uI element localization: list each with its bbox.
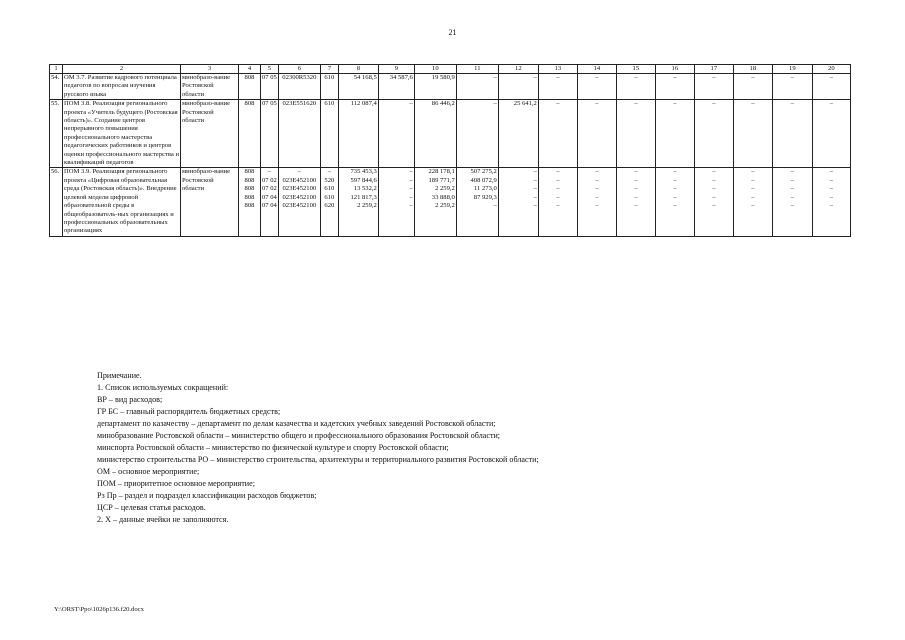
value-cell: [498, 100, 538, 168]
cell-line: –: [493, 74, 497, 81]
column-header: 10: [414, 65, 456, 74]
value-cell: [338, 168, 378, 236]
cell-line: –: [267, 168, 272, 176]
note-line: Примечание.: [97, 371, 142, 380]
value-cell: [577, 168, 616, 236]
cell-line: –: [790, 74, 794, 81]
notes-section: [97, 370, 539, 526]
column-header: 6: [278, 65, 320, 74]
cell-line: –: [533, 168, 537, 176]
note-line: департамент по казачеству – департамент по делам казачества и кадетских учебных заведений Ростовской области;: [97, 419, 496, 428]
cell-line: –: [556, 176, 560, 184]
cell-line: 112 087,4: [350, 100, 377, 108]
cell-line: 189 771,7: [428, 176, 455, 184]
cell-line: 023E452100: [282, 176, 317, 184]
header-row: [50, 65, 851, 74]
value-cell: [261, 100, 279, 168]
cell-line: –: [595, 202, 599, 210]
cell-line: 808: [244, 185, 255, 193]
cell-line: –: [634, 176, 638, 184]
value-cell: [320, 100, 338, 168]
cell-line: 33 888,0: [431, 193, 455, 201]
cell-line: –: [409, 193, 413, 201]
column-header: 9: [378, 65, 414, 74]
cell-line: –: [673, 202, 677, 210]
value-cell: [261, 168, 279, 236]
row-number: 55.: [50, 100, 63, 168]
value-cell: [239, 74, 261, 100]
cell-line: 610: [324, 193, 335, 201]
value-cell: [538, 74, 577, 100]
cell-line: –: [751, 100, 755, 108]
value-cell: [278, 168, 320, 236]
value-cell: [655, 74, 694, 100]
value-cell: [278, 74, 320, 100]
cell-line: 520: [324, 176, 335, 184]
budget-table: [49, 64, 851, 237]
cell-line: –: [712, 100, 716, 108]
cell-line: –: [409, 202, 413, 210]
cell-line: 34 587,6: [389, 74, 413, 81]
cell-line: 2 259,2: [435, 185, 455, 193]
value-cell: [733, 168, 772, 236]
cell-line: –: [790, 168, 794, 176]
value-cell: [694, 74, 733, 100]
column-header: 5: [261, 65, 279, 74]
cell-line: 2 259,2: [357, 202, 377, 210]
cell-line: –: [829, 100, 833, 108]
cell-line: 07 05: [262, 74, 277, 81]
cell-line: –: [556, 193, 560, 201]
note-line: минобразование Ростовской области – министерство общего и профессионального образования Ростовской области;: [97, 431, 501, 440]
cell-line: 597 844,6: [350, 176, 377, 184]
column-header: 7: [320, 65, 338, 74]
value-cell: [378, 100, 414, 168]
table-row: [50, 100, 851, 168]
cell-line: –: [673, 168, 677, 176]
cell-line: –: [790, 100, 794, 108]
cell-line: –: [595, 176, 599, 184]
footer-file-path: Y:\ORST\Ppo\1026p136.f20.docx: [54, 606, 144, 613]
cell-line: –: [790, 185, 794, 193]
cell-line: –: [634, 100, 638, 108]
value-cell: [320, 168, 338, 236]
cell-line: 808: [244, 176, 255, 184]
table-row: [50, 168, 851, 236]
cell-line: –: [829, 168, 833, 176]
page-number: 21: [448, 28, 457, 37]
cell-line: 87 929,3: [473, 193, 497, 201]
cell-line: –: [751, 176, 755, 184]
cell-line: –: [297, 168, 301, 176]
cell-line: –: [790, 193, 794, 201]
value-cell: [616, 168, 655, 236]
cell-line: 121 817,3: [350, 193, 377, 201]
value-cell: [577, 100, 616, 168]
note-line: ЦСР – целевая статья расходов.: [97, 503, 206, 512]
note-line: минспорта Ростовской области – министерство по физической культуре и спорту Ростовской области;: [97, 443, 449, 452]
row-number: 54.: [50, 74, 63, 100]
value-cell: [694, 168, 733, 236]
value-cell: [655, 100, 694, 168]
cell-line: –: [634, 185, 638, 193]
cell-line: 07 04: [262, 193, 277, 201]
cell-line: 620: [324, 202, 335, 210]
cell-line: –: [829, 193, 833, 201]
cell-line: –: [533, 74, 537, 81]
cell-line: 13 532,2: [353, 185, 377, 193]
cell-line: 86 446,2: [431, 100, 455, 108]
value-cell: [239, 168, 261, 236]
value-cell: [498, 168, 538, 236]
cell-line: –: [634, 202, 638, 210]
cell-line: –: [533, 193, 537, 201]
cell-line: –: [712, 202, 716, 210]
cell-line: –: [595, 168, 599, 176]
value-cell: [456, 100, 498, 168]
value-cell: [538, 100, 577, 168]
cell-line: –: [751, 193, 755, 201]
cell-line: –: [712, 185, 716, 193]
value-cell: [456, 168, 498, 236]
value-cell: [577, 74, 616, 100]
cell-line: 610: [324, 74, 335, 81]
column-header: 14: [577, 65, 616, 74]
cell-line: –: [556, 168, 560, 176]
cell-line: –: [533, 202, 537, 210]
cell-line: 228 178,1: [428, 168, 455, 176]
value-cell: [414, 100, 456, 168]
cell-line: 07 04: [262, 202, 277, 210]
value-cell: [812, 168, 850, 236]
note-line: Рз Пр – раздел и подраздел классификации расходов бюджетов;: [97, 491, 317, 500]
cell-line: 808: [244, 100, 255, 108]
column-header: 15: [616, 65, 655, 74]
cell-line: –: [751, 168, 755, 176]
cell-line: –: [533, 176, 537, 184]
cell-line: 610: [324, 100, 335, 108]
cell-line: –: [595, 185, 599, 193]
cell-line: –: [595, 100, 599, 108]
cell-line: –: [556, 202, 560, 210]
value-cell: [414, 168, 456, 236]
column-header: 13: [538, 65, 577, 74]
activity-name: ОМ 3.7. Развитие кадрового потенциала педагогов по вопросам изучения русского языка: [63, 74, 181, 100]
cell-line: 25 641,2: [513, 100, 537, 108]
cell-line: 11 273,0: [474, 185, 497, 193]
cell-line: 02300R5320: [282, 74, 317, 81]
cell-line: 808: [244, 74, 255, 81]
column-header: 11: [456, 65, 498, 74]
column-header: 2: [63, 65, 181, 74]
cell-line: –: [409, 168, 413, 176]
cell-line: –: [790, 202, 794, 210]
cell-line: –: [673, 100, 677, 108]
activity-name: ПОМ 3.8. Реализация регионального проекта «Учитель будущего (Ростовская область)». Создание центров непрерывного повышения профессионального мастерства педагогических работников и центров оценки профессионального мастерства и квалификаций педагогов: [64, 100, 179, 167]
note-line: 2. Х – данные ячейки не заполняются.: [97, 515, 229, 524]
value-cell: [414, 74, 456, 100]
cell-line: –: [712, 168, 716, 176]
value-cell: [616, 74, 655, 100]
cell-line: –: [595, 74, 599, 81]
cell-line: –: [409, 176, 413, 184]
note-line: 1. Список используемых сокращений:: [97, 383, 229, 392]
column-header: 12: [498, 65, 538, 74]
cell-line: 507 275,2: [470, 168, 497, 176]
cell-line: 735 453,3: [350, 168, 377, 176]
cell-line: –: [673, 193, 677, 201]
value-cell: [338, 74, 378, 100]
value-cell: [261, 74, 279, 100]
value-cell: [320, 74, 338, 100]
row-number: 56.: [50, 168, 63, 236]
cell-line: 610: [324, 185, 335, 193]
column-header: 8: [338, 65, 378, 74]
executor-name: минобразо-вание Ростовской области: [181, 100, 239, 168]
cell-line: –: [595, 193, 599, 201]
column-header: 20: [812, 65, 850, 74]
cell-line: –: [790, 176, 794, 184]
cell-line: –: [673, 74, 677, 81]
cell-line: 808: [244, 193, 255, 201]
cell-line: –: [751, 185, 755, 193]
note-line: ГР БС – главный распорядитель бюджетных средств;: [97, 407, 281, 416]
cell-line: –: [829, 176, 833, 184]
cell-line: –: [829, 185, 833, 193]
cell-line: –: [829, 202, 833, 210]
cell-line: –: [634, 193, 638, 201]
cell-line: 808: [244, 168, 255, 176]
value-cell: [278, 100, 320, 168]
column-header: 16: [655, 65, 694, 74]
value-cell: [498, 74, 538, 100]
value-cell: [338, 100, 378, 168]
executor-name: минобразо-вание Ростовской области: [181, 74, 239, 100]
cell-line: 07 02: [262, 185, 277, 193]
note-line: ВР – вид расходов;: [97, 395, 163, 404]
activity-name: ПОМ 3.9. Реализация регионального проекта «Цифровая образовательная среда (Ростовская область)». Внедрение целевой модели цифровой образовательной среды в общеобразователь-ных организациях и профессиональных образовательных организациях: [63, 168, 181, 236]
cell-line: 023E551620: [282, 100, 317, 108]
value-cell: [378, 168, 414, 236]
column-header: 3: [181, 65, 239, 74]
cell-line: –: [712, 193, 716, 201]
cell-line: –: [634, 74, 638, 81]
cell-line: –: [409, 185, 413, 193]
column-header: 18: [733, 65, 772, 74]
value-cell: [616, 100, 655, 168]
cell-line: –: [493, 202, 497, 210]
cell-line: –: [533, 185, 537, 193]
cell-line: –: [712, 74, 716, 81]
value-cell: [538, 168, 577, 236]
value-cell: [812, 100, 850, 168]
cell-line: –: [493, 100, 497, 108]
cell-line: –: [327, 168, 331, 176]
value-cell: [378, 74, 414, 100]
cell-line: 023E452100: [282, 185, 317, 193]
note-line: ОМ – основное мероприятие;: [97, 467, 200, 476]
cell-line: –: [751, 202, 755, 210]
value-cell: [772, 168, 812, 236]
value-cell: [456, 74, 498, 100]
cell-line: –: [556, 185, 560, 193]
value-cell: [772, 100, 812, 168]
cell-line: 07 02: [262, 176, 277, 184]
value-cell: [694, 100, 733, 168]
cell-line: –: [634, 168, 638, 176]
cell-line: 19 580,9: [431, 74, 455, 81]
cell-line: –: [712, 176, 716, 184]
value-cell: [733, 100, 772, 168]
note-line: ПОМ – приоритетное основное мероприятие;: [97, 479, 255, 488]
cell-line: –: [673, 185, 677, 193]
cell-line: 408 072,9: [470, 176, 497, 184]
column-header: 19: [772, 65, 812, 74]
cell-line: –: [673, 176, 677, 184]
cell-line: –: [409, 100, 413, 108]
cell-line: –: [829, 74, 833, 81]
value-cell: [655, 168, 694, 236]
column-header: 17: [694, 65, 733, 74]
column-header: 4: [239, 65, 261, 74]
value-cell: [239, 100, 261, 168]
executor-name: минобразо-вание Ростовской области: [181, 168, 239, 236]
table-row: [50, 74, 851, 100]
cell-line: 54 168,5: [353, 74, 377, 81]
cell-line: 023E452100: [282, 193, 317, 201]
cell-line: 2 259,2: [435, 202, 455, 210]
column-header: 1: [50, 65, 63, 74]
value-cell: [733, 74, 772, 100]
value-cell: [812, 74, 850, 100]
cell-line: –: [556, 74, 560, 81]
cell-line: –: [556, 100, 560, 108]
note-line: министерство строительства РО – министерство строительства, архитектуры и территориального развития Ростовской области;: [97, 455, 539, 464]
cell-line: 808: [244, 202, 255, 210]
cell-line: –: [751, 74, 755, 81]
cell-line: 023E452100: [282, 202, 317, 210]
value-cell: [772, 74, 812, 100]
cell-line: 07 05: [262, 100, 277, 108]
